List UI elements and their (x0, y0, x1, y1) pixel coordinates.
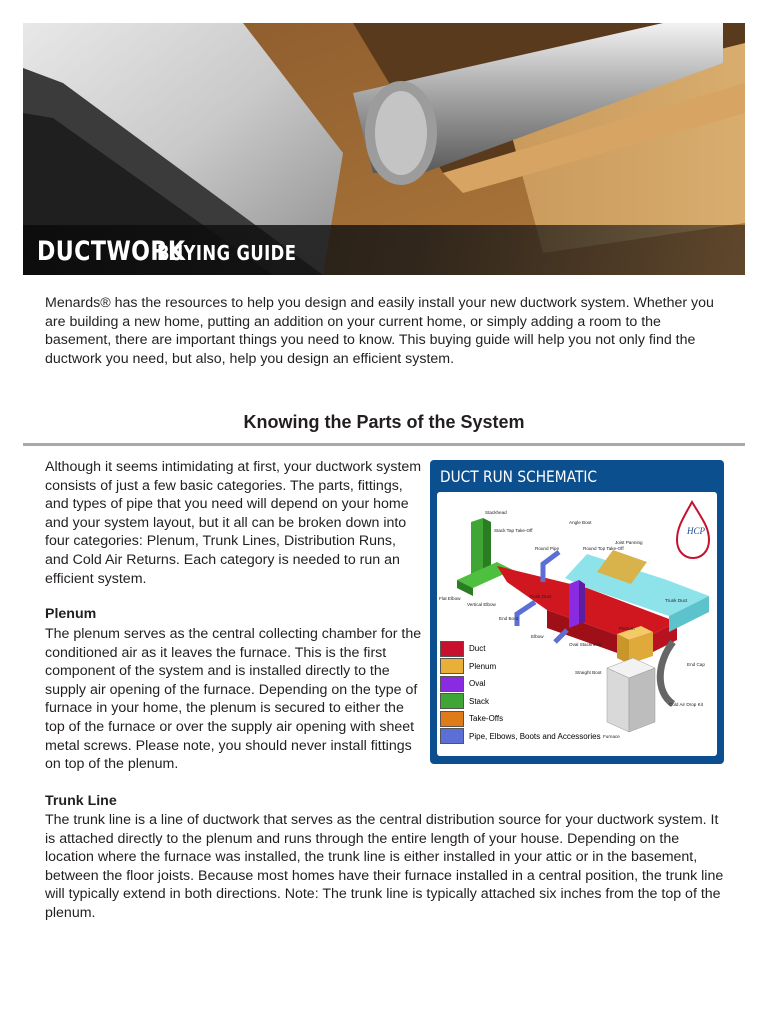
label-cold-air-drop: Cold Air Drop Kit (669, 702, 703, 707)
label-vertical-elbow: Vertical Elbow (467, 602, 496, 607)
label-plenum: Plenum (619, 626, 635, 631)
legend-item-oval (440, 675, 601, 693)
label-furnace: Furnace (603, 734, 620, 739)
label-flat-elbow: Flat Elbow (439, 596, 461, 601)
label-stackhead: Stackhead (485, 510, 507, 515)
section-title: Knowing the Parts of the System (243, 412, 525, 432)
hcp-logo (677, 502, 709, 558)
label-round-top: Round Top Take-Off (583, 546, 624, 551)
legend-item-take-offs (440, 710, 601, 728)
hero-title-sub: BUYING GUIDE (157, 241, 297, 265)
label-elbow: Elbow (531, 634, 544, 639)
schematic-title: DUCT RUN SCHEMATIC (440, 467, 598, 486)
legend-label-plenum: Plenum (469, 661, 497, 671)
label-stack-tap: Stack Tap Take-Off (494, 528, 533, 533)
plenum-heading: Plenum (45, 606, 97, 622)
legend-swatch-duct (440, 641, 464, 657)
legend-label-take-offs: Take-Offs (469, 714, 504, 724)
label-straight-boot: Straight Boot (575, 670, 602, 675)
intro-paragraph: Menards® has the resources to help you design and easily install your new ductwork system. Whether you are building a new home, putting an addition on your current home, or simply adding a room to the basement, there are important things you need to know. This buying guide will help you not only find the ductwork you need, but also, help you design an efficient system. (45, 295, 714, 367)
legend-label-oval: Oval (469, 679, 486, 689)
section-divider (23, 443, 745, 446)
legend-label-pipe: Pipe, Elbows, Boots and Accessories (469, 731, 601, 741)
legend-swatch-oval (440, 676, 464, 692)
legend-label-stack: Stack (469, 696, 490, 706)
legend-item-pipe (440, 728, 601, 746)
plenum-paragraph: The plenum serves as the central collecting chamber for the conditioned air as it leaves the furnace. This is the first component of the system and is installed directly to the supply air opening of the furnace. Depending on the type of furnace in your home, the plenum is secured to either the top of the furnace or over the supply air opening with sheet metal screws. Please note, you should never install fittings on top of the plenum. (45, 626, 422, 773)
schematic-legend (440, 640, 601, 745)
label-trunk-duct-2: Trunk Duct (665, 598, 688, 603)
legend-item-stack (440, 693, 601, 711)
logo-letter-h: HCP (687, 526, 705, 536)
hero-title (37, 236, 297, 267)
label-end-cap: End Cap (687, 662, 705, 667)
hero-banner (23, 23, 745, 275)
duct-run-schematic (430, 460, 724, 764)
label-end-boot: End Boot (499, 616, 518, 621)
schematic-panel (437, 492, 717, 756)
legend-label-duct: Duct (469, 644, 486, 654)
legend-swatch-take-offs (440, 711, 464, 727)
trunk-line-paragraph: The trunk line is a line of ductwork that serves as the central distribution source for your ductwork system. It is attached directly to the plenum and runs through the entire length of your house. Depending on the location where the furnace was installed, the trunk line is either installed in your attic or in the basement, between the floor joists. Because most homes have their furnace installed in a central position, the trunk line will typically extend in both directions. Note: The trunk line is typically attached six inches from the top of the plenum. (45, 812, 724, 921)
legend-item-duct (440, 640, 601, 658)
hero-title-main: DUCTWORK (37, 236, 186, 267)
legend-swatch-pipe (440, 728, 464, 744)
trunk-line-heading: Trunk Line (45, 793, 117, 809)
legend-swatch-plenum (440, 658, 464, 674)
label-round-pipe: Round Pipe (535, 546, 560, 551)
label-oval-stackhead: Oval Stackhead (569, 642, 602, 647)
label-trunk-duct-1: Trunk Duct (529, 594, 552, 599)
label-angle-boot: Angle Boot (569, 520, 592, 525)
legend-item-plenum (440, 658, 601, 676)
overview-paragraph: Although it seems intimidating at first, your ductwork system consists of just a few basic categories. The parts, fittings, and types of pipe that you need will depend on your home and your system layout, but it all can be broken down into four categories: Plenum, Trunk Lines, Distribution Runs, and Cold Air Returns. Each category is needed to run an efficient system. (45, 459, 422, 587)
label-joist-panning: Joist Panning (615, 540, 643, 545)
legend-swatch-stack (440, 693, 464, 709)
